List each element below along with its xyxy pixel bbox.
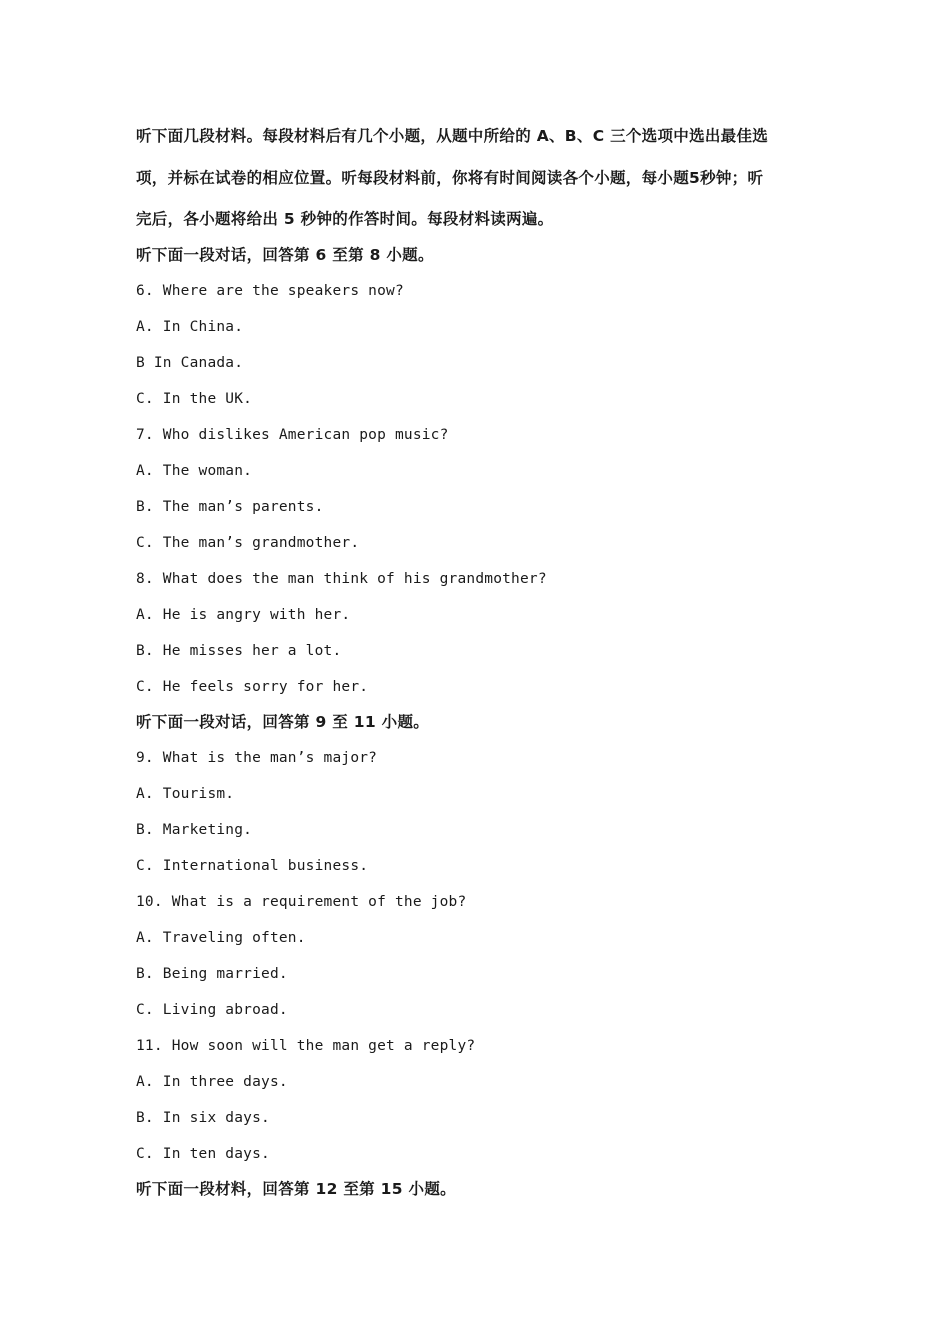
option-6c: C. In the UK.: [136, 391, 253, 407]
instructions-line-1: 听下面几段材料。每段材料后有几个小题，从题中所给的 A、B、C 三个选项中选出最佳选: [136, 127, 769, 145]
section-heading-2: 听下面一段对话，回答第 9 至 11 小题。: [136, 713, 430, 731]
question-11: 11. How soon will the man get a reply?: [136, 1038, 476, 1054]
option-10b: B. Being married.: [136, 966, 288, 982]
question-10: 10. What is a requirement of the job?: [136, 894, 467, 910]
option-9c: C. International business.: [136, 858, 369, 874]
option-10c: C. Living abroad.: [136, 1002, 288, 1018]
option-7a: A. The woman.: [136, 463, 253, 479]
section-heading-1: 听下面一段对话，回答第 6 至第 8 小题。: [136, 246, 434, 264]
option-6b: B In Canada.: [136, 355, 244, 371]
option-8c: C. He feels sorry for her.: [136, 679, 369, 695]
option-10a: A. Traveling often.: [136, 930, 306, 946]
instructions-line-2: 项，并标在试卷的相应位置。听每段材料前，你将有时间阅读各个小题，每小题5秒钟；听: [136, 169, 764, 187]
question-8: 8. What does the man think of his grandmother?: [136, 571, 547, 587]
option-8b: B. He misses her a lot.: [136, 643, 342, 659]
option-6a: A. In China.: [136, 319, 244, 335]
option-9a: A. Tourism.: [136, 786, 235, 802]
question-9: 9. What is the man’s major?: [136, 750, 378, 766]
option-7b: B. The man’s parents.: [136, 499, 324, 515]
option-11a: A. In three days.: [136, 1074, 288, 1090]
question-7: 7. Who dislikes American pop music?: [136, 427, 449, 443]
option-11c: C. In ten days.: [136, 1146, 270, 1162]
instructions-line-3: 完后，各小题将给出 5 秒钟的作答时间。每段材料读两遍。: [136, 210, 554, 228]
option-11b: B. In six days.: [136, 1110, 270, 1126]
question-6: 6. Where are the speakers now?: [136, 283, 404, 299]
section-heading-3: 听下面一段材料，回答第 12 至第 15 小题。: [136, 1180, 456, 1198]
option-9b: B. Marketing.: [136, 822, 253, 838]
option-8a: A. He is angry with her.: [136, 607, 351, 623]
option-7c: C. The man’s grandmother.: [136, 535, 360, 551]
